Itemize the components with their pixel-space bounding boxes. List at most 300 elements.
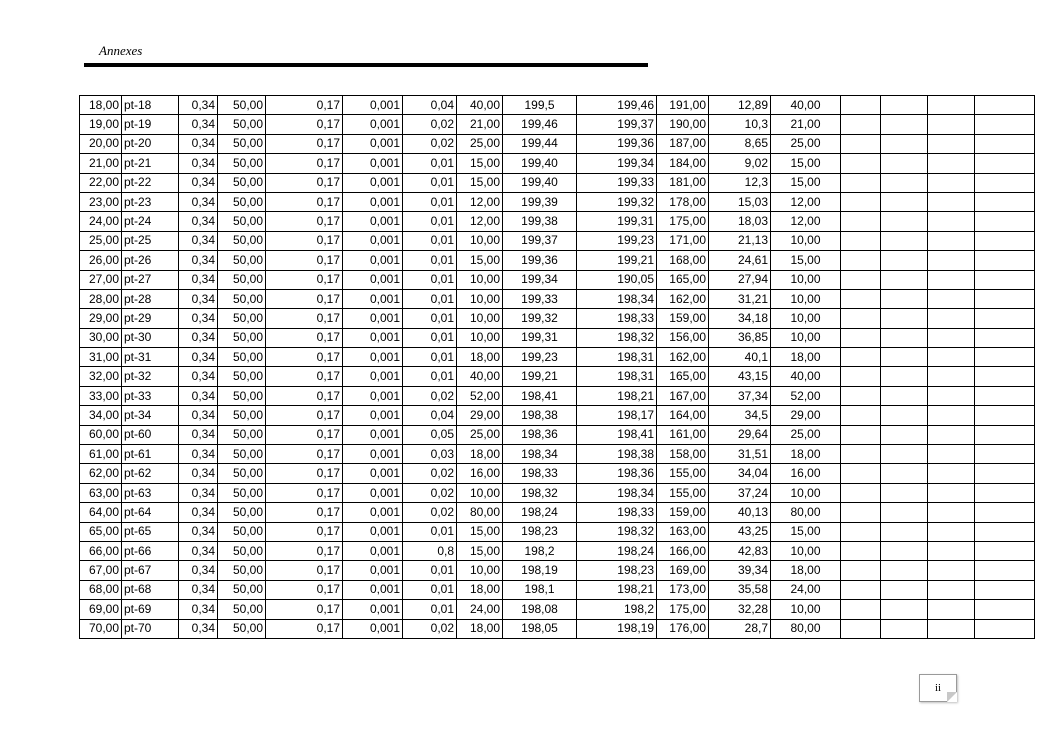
table-cell: 70,00 [80, 619, 122, 638]
table-cell: 0,01 [403, 270, 457, 289]
table-cell: 0,02 [403, 115, 457, 134]
table-cell: 12,00 [771, 212, 841, 231]
table-cell: 0,001 [343, 503, 403, 522]
table-cell: 163,00 [657, 522, 709, 541]
table-cell: 198,17 [577, 406, 657, 425]
empty-cell [841, 386, 881, 405]
table-cell: 198,41 [577, 425, 657, 444]
empty-cell [881, 445, 928, 464]
table-cell: 80,00 [771, 619, 841, 638]
table-cell: 0,17 [266, 173, 343, 192]
table-cell: 31,51 [709, 445, 771, 464]
empty-cell [975, 251, 1035, 270]
table-cell: pt-62 [122, 464, 179, 483]
table-cell: 198,31 [577, 348, 657, 367]
table-cell: 199,40 [503, 173, 577, 192]
empty-cell [881, 231, 928, 250]
table-cell: 199,37 [503, 231, 577, 250]
table-cell: 0,001 [343, 580, 403, 599]
table-cell: 0,34 [179, 600, 218, 619]
table-cell: 40,00 [771, 367, 841, 386]
table-cell: 50,00 [218, 348, 266, 367]
empty-cell [975, 406, 1035, 425]
table-cell: 50,00 [218, 96, 266, 115]
table-cell: 199,36 [577, 134, 657, 153]
empty-cell [881, 289, 928, 308]
table-cell: 0,17 [266, 600, 343, 619]
table-cell: 50,00 [218, 192, 266, 211]
table-cell: 0,34 [179, 522, 218, 541]
empty-cell [975, 134, 1035, 153]
table-cell: 181,00 [657, 173, 709, 192]
table-cell: 199,31 [577, 212, 657, 231]
table-cell: 24,00 [457, 600, 503, 619]
table-cell: 50,00 [218, 154, 266, 173]
table-cell: pt-63 [122, 483, 179, 502]
table-cell: 0,01 [403, 348, 457, 367]
table-row [80, 192, 1035, 211]
table-cell: 199,21 [503, 367, 577, 386]
table-cell: 40,00 [457, 96, 503, 115]
table-row [80, 406, 1035, 425]
table-cell: 50,00 [218, 522, 266, 541]
table-cell: 0,17 [266, 309, 343, 328]
empty-cell [928, 619, 975, 638]
empty-cell [975, 212, 1035, 231]
table-cell: 10,00 [771, 289, 841, 308]
table-cell: 25,00 [80, 231, 122, 250]
table-cell: 198,1 [503, 580, 577, 599]
table-cell: pt-64 [122, 503, 179, 522]
table-cell: 15,00 [457, 154, 503, 173]
data-table [79, 95, 1035, 639]
table-cell: 198,36 [503, 425, 577, 444]
table-cell: 50,00 [218, 328, 266, 347]
table-cell: 198,38 [503, 406, 577, 425]
empty-cell [841, 348, 881, 367]
empty-cell [881, 212, 928, 231]
empty-cell [881, 561, 928, 580]
empty-cell [841, 154, 881, 173]
empty-cell [881, 115, 928, 134]
table-body [80, 96, 1035, 639]
table-cell: 190,00 [657, 115, 709, 134]
table-cell: 199,40 [503, 154, 577, 173]
table-cell: pt-18 [122, 96, 179, 115]
table-cell: 10,00 [457, 231, 503, 250]
table-cell: 199,37 [577, 115, 657, 134]
table-cell: 0,34 [179, 270, 218, 289]
table-cell: 63,00 [80, 483, 122, 502]
empty-cell [881, 406, 928, 425]
table-row [80, 541, 1035, 560]
table-cell: 198,2 [577, 600, 657, 619]
table-row [80, 503, 1035, 522]
table-cell: 39,34 [709, 561, 771, 580]
table-cell: 15,03 [709, 192, 771, 211]
table-cell: 0,001 [343, 406, 403, 425]
empty-cell [975, 192, 1035, 211]
table-cell: 23,00 [80, 192, 122, 211]
table-cell: 10,00 [457, 328, 503, 347]
table-cell: 18,00 [457, 348, 503, 367]
table-cell: 0,01 [403, 522, 457, 541]
table-cell: 155,00 [657, 464, 709, 483]
empty-cell [881, 503, 928, 522]
table-cell: 33,00 [80, 386, 122, 405]
table-cell: 50,00 [218, 600, 266, 619]
table-cell: 0,34 [179, 561, 218, 580]
table-cell: 10,00 [771, 328, 841, 347]
empty-cell [975, 600, 1035, 619]
table-cell: 50,00 [218, 580, 266, 599]
table-cell: 0,17 [266, 386, 343, 405]
empty-cell [928, 483, 975, 502]
table-cell: 198,21 [577, 386, 657, 405]
table-cell: 0,34 [179, 192, 218, 211]
table-cell: 15,00 [457, 173, 503, 192]
table-cell: 10,00 [771, 600, 841, 619]
empty-cell [841, 134, 881, 153]
table-cell: 0,34 [179, 503, 218, 522]
table-cell: 198,32 [503, 483, 577, 502]
table-cell: 176,00 [657, 619, 709, 638]
table-cell: 64,00 [80, 503, 122, 522]
table-cell: 25,00 [457, 425, 503, 444]
table-cell: 25,00 [457, 134, 503, 153]
table-cell: 25,00 [771, 134, 841, 153]
empty-cell [928, 231, 975, 250]
table-cell: 0,001 [343, 289, 403, 308]
table-row [80, 600, 1035, 619]
table-cell: 10,00 [457, 561, 503, 580]
table-cell: 0,34 [179, 212, 218, 231]
empty-cell [841, 173, 881, 192]
empty-cell [928, 134, 975, 153]
empty-cell [975, 425, 1035, 444]
table-cell: 198,24 [577, 541, 657, 560]
table-cell: 50,00 [218, 270, 266, 289]
table-cell: 191,00 [657, 96, 709, 115]
table-cell: 50,00 [218, 445, 266, 464]
table-cell: 0,34 [179, 154, 218, 173]
table-cell: 166,00 [657, 541, 709, 560]
table-cell: 0,34 [179, 541, 218, 560]
table-cell: 175,00 [657, 600, 709, 619]
empty-cell [881, 541, 928, 560]
table-cell: 0,34 [179, 445, 218, 464]
table-cell: pt-60 [122, 425, 179, 444]
empty-cell [881, 251, 928, 270]
empty-cell [881, 348, 928, 367]
table-cell: 199,34 [577, 154, 657, 173]
table-cell: 0,17 [266, 561, 343, 580]
table-cell: 0,34 [179, 348, 218, 367]
table-cell: 80,00 [771, 503, 841, 522]
table-cell: 0,01 [403, 328, 457, 347]
table-cell: 178,00 [657, 192, 709, 211]
table-cell: 169,00 [657, 561, 709, 580]
table-cell: 12,89 [709, 96, 771, 115]
table-cell: 0,17 [266, 134, 343, 153]
table-cell: 24,00 [771, 580, 841, 599]
page-number-tag [919, 674, 957, 702]
table-cell: 198,33 [503, 464, 577, 483]
table-cell: 198,05 [503, 619, 577, 638]
table-cell: 168,00 [657, 251, 709, 270]
empty-cell [975, 464, 1035, 483]
table-cell: 0,001 [343, 386, 403, 405]
empty-cell [928, 251, 975, 270]
table-cell: 0,02 [403, 464, 457, 483]
empty-cell [841, 619, 881, 638]
table-cell: 0,34 [179, 464, 218, 483]
table-cell: pt-19 [122, 115, 179, 134]
empty-cell [975, 289, 1035, 308]
table-cell: 199,32 [503, 309, 577, 328]
empty-cell [841, 561, 881, 580]
empty-cell [841, 309, 881, 328]
table-cell: 155,00 [657, 483, 709, 502]
table-cell: 15,00 [457, 251, 503, 270]
table-row [80, 483, 1035, 502]
empty-cell [975, 154, 1035, 173]
page-number: ii [934, 682, 942, 694]
table-cell: 25,00 [771, 425, 841, 444]
table-row [80, 464, 1035, 483]
table-row [80, 328, 1035, 347]
empty-cell [975, 96, 1035, 115]
table-cell: 159,00 [657, 309, 709, 328]
table-row [80, 289, 1035, 308]
table-cell: 10,00 [771, 483, 841, 502]
table-cell: 50,00 [218, 173, 266, 192]
table-cell: 0,34 [179, 134, 218, 153]
empty-cell [975, 522, 1035, 541]
table-cell: 12,3 [709, 173, 771, 192]
table-cell: 15,00 [457, 541, 503, 560]
table-cell: 67,00 [80, 561, 122, 580]
empty-cell [928, 580, 975, 599]
empty-cell [841, 115, 881, 134]
table-cell: 0,01 [403, 309, 457, 328]
table-cell: pt-61 [122, 445, 179, 464]
table-cell: 40,13 [709, 503, 771, 522]
table-cell: 0,01 [403, 231, 457, 250]
table-cell: pt-24 [122, 212, 179, 231]
table-cell: 22,00 [80, 173, 122, 192]
table-cell: 52,00 [457, 386, 503, 405]
header-rule [84, 63, 648, 67]
table-cell: 158,00 [657, 445, 709, 464]
table-cell: 0,34 [179, 251, 218, 270]
table-cell: 8,65 [709, 134, 771, 153]
empty-cell [975, 270, 1035, 289]
table-cell: 187,00 [657, 134, 709, 153]
table-cell: 198,23 [577, 561, 657, 580]
empty-cell [928, 212, 975, 231]
table-cell: 165,00 [657, 270, 709, 289]
table-cell: 0,17 [266, 619, 343, 638]
empty-cell [841, 367, 881, 386]
table-cell: 0,17 [266, 445, 343, 464]
table-cell: 0,34 [179, 483, 218, 502]
table-cell: 167,00 [657, 386, 709, 405]
empty-cell [928, 406, 975, 425]
empty-cell [841, 406, 881, 425]
empty-cell [841, 541, 881, 560]
table-cell: 61,00 [80, 445, 122, 464]
empty-cell [928, 115, 975, 134]
page-fold-corner [947, 692, 957, 702]
table-cell: pt-25 [122, 231, 179, 250]
table-cell: 50,00 [218, 464, 266, 483]
table-cell: pt-29 [122, 309, 179, 328]
table-cell: 198,08 [503, 600, 577, 619]
table-cell: 0,05 [403, 425, 457, 444]
table-cell: pt-21 [122, 154, 179, 173]
empty-cell [928, 541, 975, 560]
table-cell: 29,64 [709, 425, 771, 444]
table-cell: 0,001 [343, 464, 403, 483]
table-cell: 0,001 [343, 270, 403, 289]
table-cell: 50,00 [218, 503, 266, 522]
table-cell: 0,17 [266, 522, 343, 541]
table-cell: pt-65 [122, 522, 179, 541]
table-cell: 198,32 [577, 522, 657, 541]
table-cell: pt-20 [122, 134, 179, 153]
table-cell: 0,17 [266, 464, 343, 483]
table-cell: 0,8 [403, 541, 457, 560]
table-cell: 18,00 [771, 445, 841, 464]
table-cell: 198,33 [577, 309, 657, 328]
table-cell: 199,44 [503, 134, 577, 153]
table-cell: 28,00 [80, 289, 122, 308]
table-cell: 199,33 [577, 173, 657, 192]
empty-cell [928, 96, 975, 115]
table-cell: 159,00 [657, 503, 709, 522]
table-cell: 171,00 [657, 231, 709, 250]
table-cell: 15,00 [771, 154, 841, 173]
table-row [80, 367, 1035, 386]
empty-cell [975, 561, 1035, 580]
empty-cell [841, 445, 881, 464]
table-cell: 199,36 [503, 251, 577, 270]
table-cell: 0,001 [343, 251, 403, 270]
table-cell: pt-30 [122, 328, 179, 347]
empty-cell [841, 328, 881, 347]
table-cell: pt-34 [122, 406, 179, 425]
table-cell: 65,00 [80, 522, 122, 541]
table-cell: 0,01 [403, 561, 457, 580]
table-cell: 0,001 [343, 134, 403, 153]
table-cell: 36,85 [709, 328, 771, 347]
table-cell: 10,3 [709, 115, 771, 134]
table-cell: 0,17 [266, 483, 343, 502]
table-cell: 50,00 [218, 367, 266, 386]
table-cell: 0,34 [179, 406, 218, 425]
table-cell: 184,00 [657, 154, 709, 173]
table-cell: 199,38 [503, 212, 577, 231]
table-cell: 0,001 [343, 483, 403, 502]
table-cell: 0,01 [403, 212, 457, 231]
empty-cell [975, 386, 1035, 405]
table-cell: 199,39 [503, 192, 577, 211]
table-cell: 162,00 [657, 348, 709, 367]
table-row [80, 96, 1035, 115]
table-cell: 40,00 [771, 96, 841, 115]
table-cell: 10,00 [457, 309, 503, 328]
table-cell: pt-26 [122, 251, 179, 270]
table-cell: 0,001 [343, 154, 403, 173]
table-cell: 198,34 [577, 289, 657, 308]
empty-cell [928, 192, 975, 211]
table-cell: 50,00 [218, 309, 266, 328]
table-cell: 50,00 [218, 619, 266, 638]
table-cell: 165,00 [657, 367, 709, 386]
empty-cell [928, 154, 975, 173]
empty-cell [881, 192, 928, 211]
table-cell: 42,83 [709, 541, 771, 560]
table-cell: 0,001 [343, 445, 403, 464]
table-cell: 0,17 [266, 270, 343, 289]
table-cell: 15,00 [771, 522, 841, 541]
empty-cell [881, 154, 928, 173]
table-row [80, 212, 1035, 231]
empty-cell [928, 328, 975, 347]
table-cell: 15,00 [771, 251, 841, 270]
table-cell: 28,7 [709, 619, 771, 638]
empty-cell [881, 483, 928, 502]
table-cell: 31,00 [80, 348, 122, 367]
empty-cell [841, 483, 881, 502]
table-cell: 0,17 [266, 328, 343, 347]
empty-cell [881, 464, 928, 483]
table-cell: 0,34 [179, 328, 218, 347]
table-cell: 198,2 [503, 541, 577, 560]
page-header-title: Annexes [99, 43, 143, 58]
table-cell: 0,001 [343, 328, 403, 347]
table-cell: 0,17 [266, 212, 343, 231]
empty-cell [841, 464, 881, 483]
table-row [80, 154, 1035, 173]
table-cell: 0,17 [266, 251, 343, 270]
table-cell: 10,00 [771, 541, 841, 560]
table-row [80, 348, 1035, 367]
table-cell: 0,34 [179, 425, 218, 444]
table-row [80, 134, 1035, 153]
table-cell: 0,01 [403, 173, 457, 192]
table-cell: 0,02 [403, 483, 457, 502]
table-cell: 69,00 [80, 600, 122, 619]
table-cell: 0,001 [343, 425, 403, 444]
empty-cell [841, 503, 881, 522]
table-cell: 198,19 [577, 619, 657, 638]
table-cell: 0,04 [403, 96, 457, 115]
table-cell: 10,00 [771, 270, 841, 289]
empty-cell [881, 600, 928, 619]
table-cell: 43,25 [709, 522, 771, 541]
table-cell: 0,17 [266, 503, 343, 522]
empty-cell [841, 522, 881, 541]
table-cell: 198,36 [577, 464, 657, 483]
empty-cell [881, 270, 928, 289]
table-cell: 18,00 [457, 580, 503, 599]
empty-cell [975, 115, 1035, 134]
table-cell: 0,34 [179, 367, 218, 386]
table-cell: 198,41 [503, 386, 577, 405]
table-cell: 66,00 [80, 541, 122, 560]
